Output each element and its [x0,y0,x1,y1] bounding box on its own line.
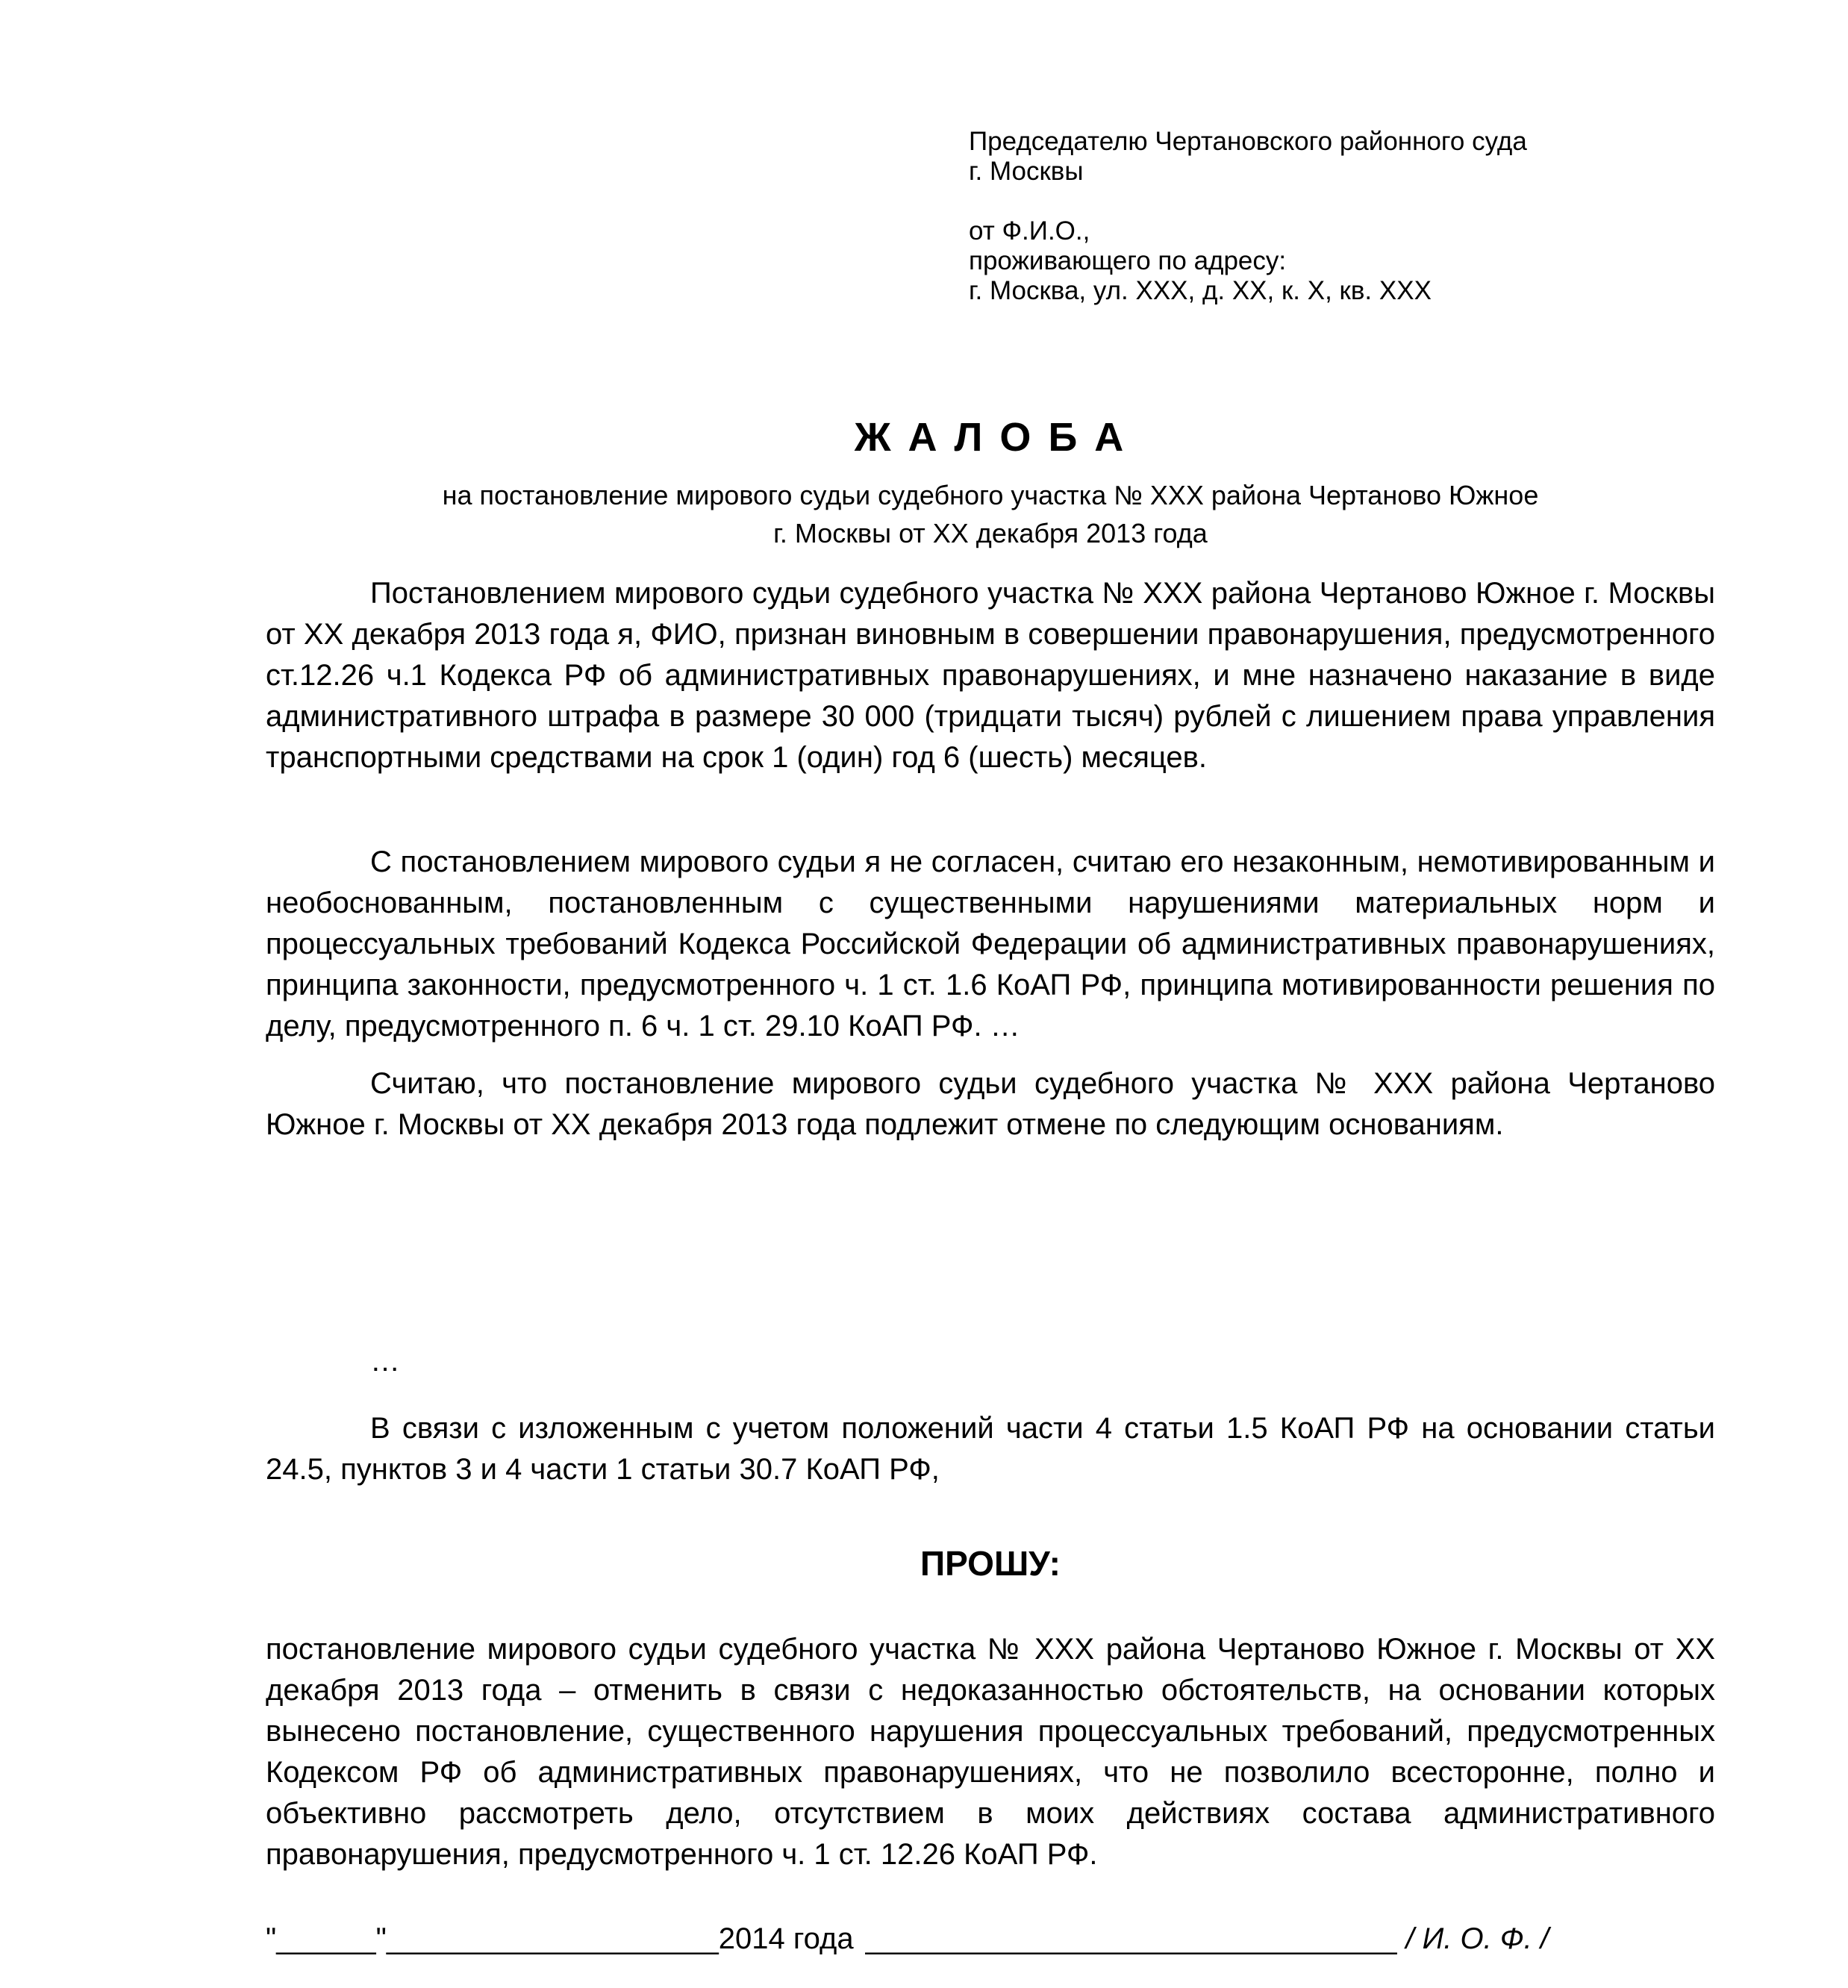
signature-date-blank: "______"____________________2014 года [266,1922,854,1955]
document-title: Ж А Л О Б А [854,415,1127,460]
paragraph-request: постановление мирового судьи судебного участка № ХХХ района Чертаново Южное г. Москвы от ХХ декабря 2013 года – отменить в связи с недоказанностью обстоятельств, на основании которых вынесено постановление, существенного нарушения процессуальных требований, предусмотренных Кодексом РФ об административных правонарушениях, что не позволило всесторонне, полно и объективно рассмотреть дело, отсутствием в моих действиях состава административного правонарушения, предусмотренного ч. 1 ст. 12.26 КоАП РФ. [266,1633,1715,1871]
recipient-city-line: г. Москвы [969,157,1084,186]
paragraph-disagreement: С постановлением мирового судьи я не согласен, считаю его незаконным, немотивированным и необоснованным, постановленным с существенными нарушениями материальных норм и процессуальных требований Кодекса Российской Федерации об административных правонарушениях, принципа законности, предусмотренного ч. 1 ст. 1.6 КоАП РФ, принципа мотивированности решения по делу, предусмотренного п. 6 ч. 1 ст. 29.10 КоАП РФ. … [266,845,1715,1043]
signature-name-placeholder: / И. О. Ф. / [1405,1922,1549,1955]
paragraph-verdict: Постановлением мирового судьи судебного участка № ХХХ района Чертаново Южное г. Москвы от ХХ декабря 2013 года я, ФИО, признан виновным в совершении правонарушения, предусмотренного ст.12.26 ч.1 Кодекса РФ об административных правонарушениях, и мне назначено наказание в виде административного штрафа в размере 30 000 (тридцати тысяч) рублей с лишением права управления транспортными средствами на срок 1 (один) год 6 (шесть) месяцев. [266,577,1715,774]
sender-address-label: проживающего по адресу: [969,246,1287,275]
signature-row [266,1919,1715,1960]
recipient-block [969,127,1715,306]
request-heading: ПРОШУ: [920,1544,1061,1583]
document-subtitle [266,476,1715,552]
signature-sign-blank: ________________________________ [865,1922,1397,1955]
header-spacer [969,187,1715,216]
recipient-court-line: Председателю Чертановского районного суда [969,127,1527,156]
paragraph-annulment-grounds: Считаю, что постановление мирового судьи судебного участка № ХХХ района Чертаново Южное г. Москвы от ХХ декабря 2013 года подлежит отмене по следующим основаниям. [266,1067,1715,1141]
ellipsis-placeholder: … [370,1345,400,1378]
sender-name-line: от Ф.И.О., [969,216,1090,246]
paragraph-legal-basis: В связи с изложенным с учетом положений части 4 статьи 1.5 КоАП РФ на основании статьи 24.5, пунктов 3 и 4 части 1 статьи 30.7 КоАП РФ, [266,1412,1715,1486]
sender-address-value: г. Москва, ул. ХХХ, д. ХХ, к. Х, кв. ХХХ [969,276,1432,305]
subtitle-line-1: на постановление мирового судьи судебного участка № ХХХ района Чертаново Южное [442,480,1539,510]
subtitle-line-2: г. Москвы от ХХ декабря 2013 года [773,518,1208,548]
